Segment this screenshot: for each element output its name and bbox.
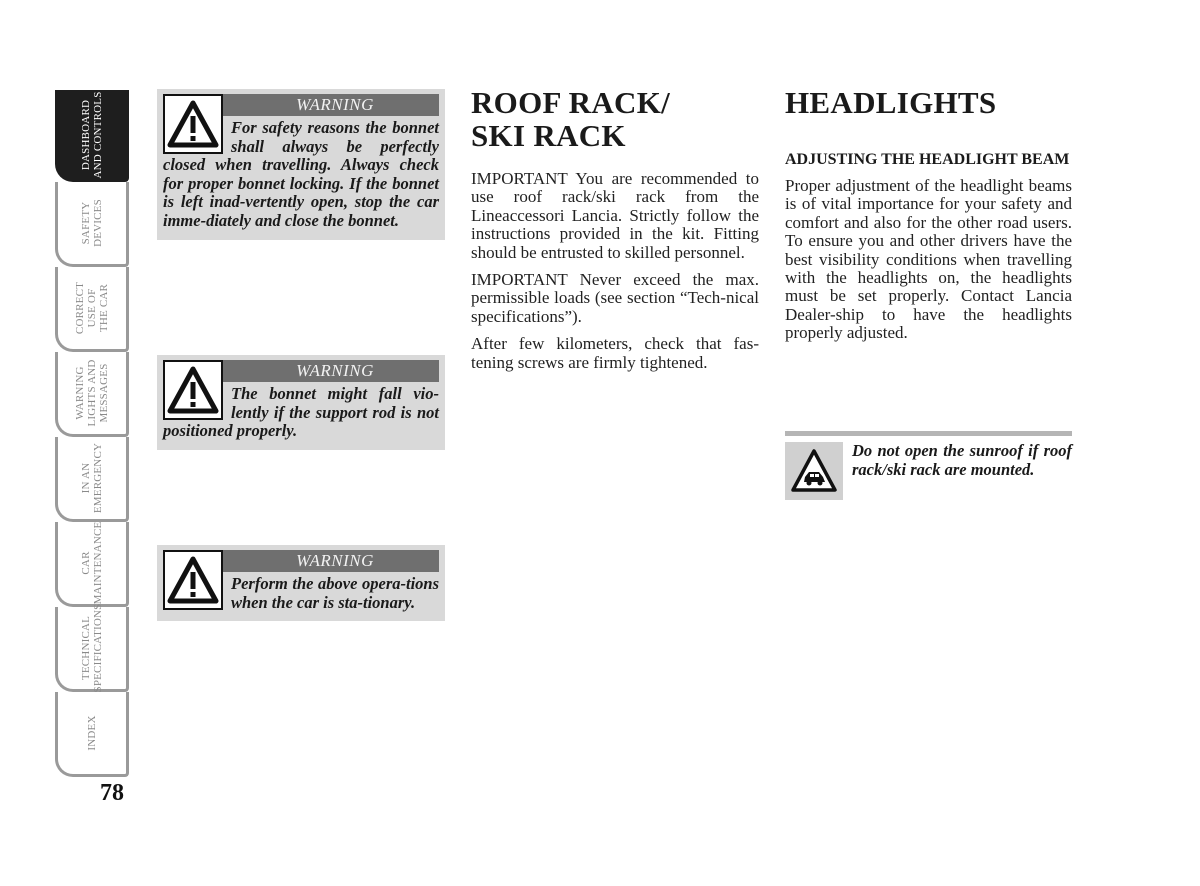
tab-label: INDEX bbox=[86, 715, 98, 751]
tab-warning-lights-and-messages[interactable] bbox=[55, 352, 129, 437]
tab-label: TECHNICAL SPECIFICATIONS bbox=[80, 603, 104, 693]
tab-label: SAFETY DEVICES bbox=[80, 199, 104, 247]
tab-safety-devices[interactable] bbox=[55, 182, 129, 267]
tab-label: WARNING LIGHTS AND MESSAGES bbox=[74, 359, 110, 427]
headlights-section bbox=[785, 86, 1072, 352]
car-caution-icon bbox=[785, 442, 843, 500]
warning-header: WARNING bbox=[163, 94, 439, 116]
warning-box-car-stationary bbox=[157, 545, 445, 621]
roof-rack-section bbox=[471, 86, 759, 381]
warning-box-bonnet-closed bbox=[157, 89, 445, 240]
tab-car-maintenance[interactable] bbox=[55, 522, 129, 607]
warning-triangle-icon bbox=[163, 360, 223, 420]
warning-text: The bonnet might fall vio-lently if the support rod is not positioned properly. bbox=[163, 384, 439, 441]
warning-text: Perform the above opera-tions when the car is sta-tionary. bbox=[231, 574, 439, 612]
warning-box-bonnet-fall bbox=[157, 355, 445, 450]
tab-label: DASHBOARD AND CONTROLS bbox=[80, 90, 104, 179]
warning-header: WARNING bbox=[163, 550, 439, 572]
tab-label: CAR MAINTENANCE bbox=[80, 521, 104, 605]
roof-rack-title bbox=[471, 86, 759, 152]
paragraph: IMPORTANT You are recommended to use roof rack/ski rack from the Lineaccessori Lancia. Strictly follow the instructions provided in the kit. Fitting should be entrusted to skilled personnel. bbox=[471, 169, 759, 262]
warning-header: WARNING bbox=[163, 360, 439, 382]
headlights-title: HEADLIGHTS bbox=[785, 85, 997, 120]
paragraph: Proper adjustment of the headlight beams is of vital importance for your safety and comfort and also for the other road users. To ensure you and other drivers have the best visibility conditions when travelling with the headlights on, the headlights must be set properly. Contact Lancia Dealer-ship to have the headlights properly adjusted. bbox=[785, 176, 1072, 343]
tab-in-an-emergency[interactable] bbox=[55, 437, 129, 522]
tab-correct-use-of-the-car[interactable] bbox=[55, 267, 129, 352]
title-line: ROOF RACK/ bbox=[471, 85, 671, 120]
tab-dashboard-and-controls[interactable] bbox=[55, 90, 129, 182]
note-text: Do not open the sunroof if roof rack/ski rack are mounted. bbox=[852, 441, 1072, 479]
paragraph: IMPORTANT Never exceed the max. permissible loads (see section “Tech-nical specifications”). bbox=[471, 270, 759, 326]
warning-triangle-icon bbox=[163, 550, 223, 610]
sunroof-note bbox=[785, 431, 1072, 500]
tab-label: CORRECT USE OF THE CAR bbox=[74, 281, 110, 335]
page-number: 78 bbox=[100, 780, 124, 806]
paragraph: After few kilometers, check that fas-tening screws are firmly tightened. bbox=[471, 334, 759, 372]
title-line: SKI RACK bbox=[471, 118, 626, 153]
tab-label: IN AN EMERGENCY bbox=[80, 442, 104, 514]
headlights-subtitle: ADJUSTING THE HEADLIGHT BEAM bbox=[785, 151, 1070, 168]
tab-index[interactable] bbox=[55, 692, 129, 777]
warning-text: For safety reasons the bonnet shall always be perfectly closed when travelling. Always check for proper bonnet locking. If the bonnet is left inad-vertently open, stop the car imme-diately and close the bonnet. bbox=[163, 118, 439, 230]
warning-triangle-icon bbox=[163, 94, 223, 154]
tab-technical-specifications[interactable] bbox=[55, 603, 129, 693]
